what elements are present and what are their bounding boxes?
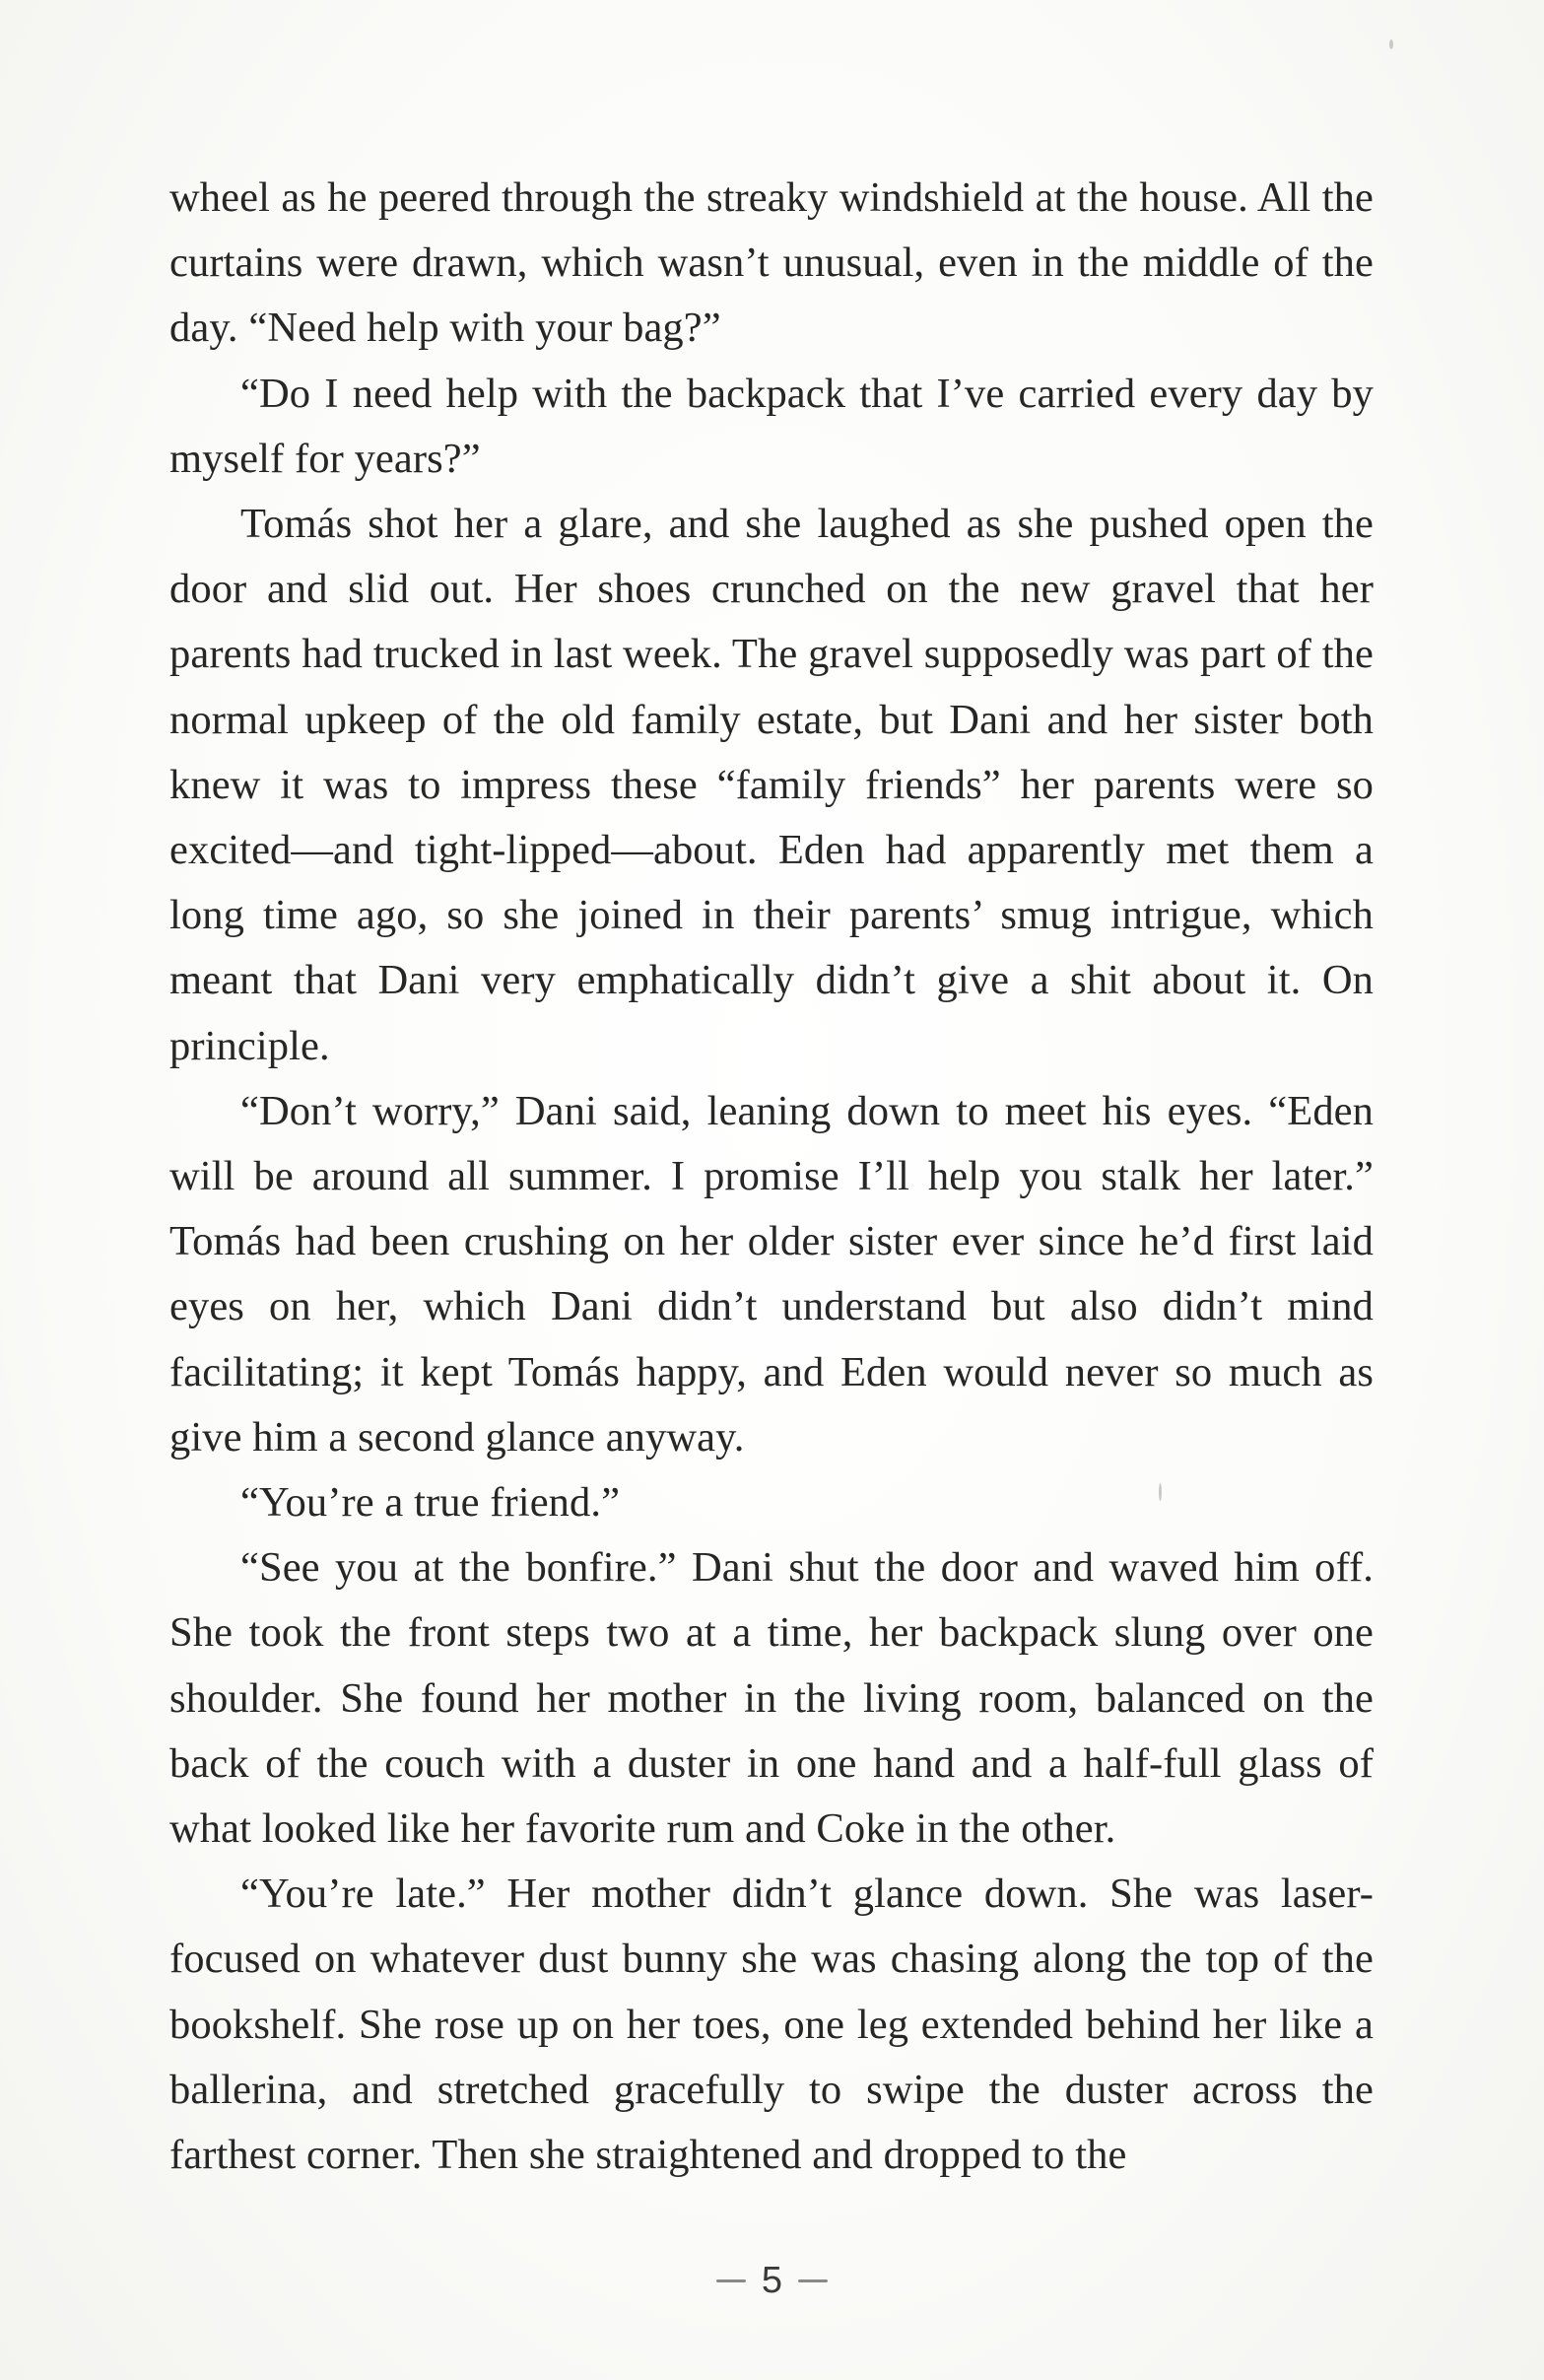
- paragraph-1: wheel as he peered through the streaky windshield at the house. All the curtains were drawn, which wasn’t unusual, even in the middle of the day. “Need help with your bag?”: [169, 174, 1374, 352]
- paragraph-7: “You’re late.” Her mother didn’t glance down. She was laser-focused on whatever dust bunny she was chasing along the top of the bookshelf. She rose up on her toes, one leg extended behind her like a ballerina, and stretched gracefully to swipe the duster across the farthest corner. Then she straightened and dropped to the: [169, 1870, 1374, 2179]
- paragraph-6: “See you at the bonfire.” Dani shut the door and waved him off. She took the front steps two at a time, her backpack slung over one shoulder. She found her mother in the living room, balanced on the back of the couch with a duster in one hand and a half-full glass of what looked like her favorite rum and Coke in the other.: [169, 1544, 1374, 1853]
- paragraph-2: “Do I need help with the backpack that I’ve carried every day by myself for years?”: [169, 370, 1374, 482]
- paragraph-4: “Don’t worry,” Dani said, leaning down to meet his eyes. “Eden will be around all summer. I promise I’ll help you stalk her later.” Tomás had been crushing on her older sister ever since he’d first laid eyes on her, which Dani didn’t understand but also didn’t mind facilitating; it kept Tomás happy, and Eden would never so much as give him a second glance anyway.: [169, 1087, 1374, 1461]
- paragraph-5: “You’re a true friend.”: [240, 1479, 621, 1527]
- scan-speck: [1389, 39, 1393, 49]
- folio-dash-left: [716, 2279, 746, 2282]
- folio-dash-right: [798, 2279, 828, 2282]
- paragraph-3: Tomás shot her a glare, and she laughed as she pushed open the door and slid out. Her shoes crunched on the new gravel that her parents had trucked in last week. The gravel supposedly was part of the normal upkeep of the old family estate, but Dani and her sister both knew it was to impress these “family friends” her parents were so excited—and tight-lipped—about. Eden had apparently met them a long time ago, so she joined in their parents’ smug intrigue, which meant that Dani very emphatically didn’t give a shit about it. On principle.: [169, 501, 1374, 1069]
- page-number: 5: [761, 2260, 783, 2301]
- scan-speck: [1159, 1483, 1162, 1501]
- body-text: [169, 166, 1374, 2188]
- page-footer: [0, 2261, 1544, 2300]
